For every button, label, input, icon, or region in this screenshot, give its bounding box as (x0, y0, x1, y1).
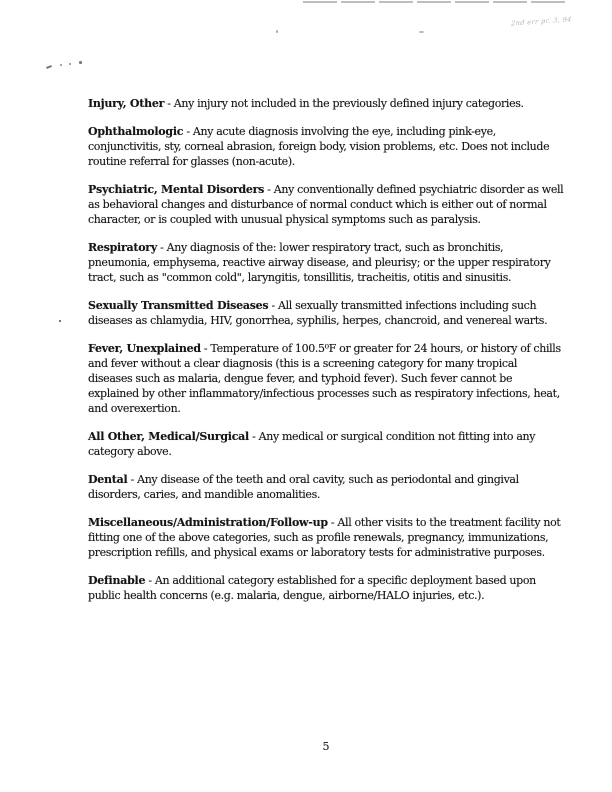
pencil-scribble (46, 65, 52, 69)
pencil-dot (60, 64, 62, 66)
term-label: Psychiatric, Mental Disorders (88, 183, 265, 196)
definition-paragraph-fever (88, 341, 564, 416)
page-number: 5 (322, 740, 330, 753)
scan-speck (419, 31, 424, 33)
definition-text: - An additional category established for a specific deployment based upon public health concerns (e.g. malaria, dengue, airborne/HALO injuries, etc.). (88, 574, 536, 602)
term-label: Miscellaneous/Administration/Follow-up (88, 516, 328, 529)
definition-paragraph-injury-other (88, 96, 564, 111)
term-label: Sexually Transmitted Diseases (88, 299, 269, 312)
definition-text: - Any diagnosis of the: lower respiratory tract, such as bronchitis, pneumonia, emphysema, reactive airway disease, and pleurisy; or the upper respiratory tract, such as "common cold", laryngitis, tonsillitis, tracheitis, otitis and sinusitis. (88, 241, 551, 284)
definition-paragraph-dental (88, 472, 564, 502)
definition-paragraph-std (88, 298, 564, 328)
definition-text: - Temperature of 100.5⁰F or greater for 24 hours, or history of chills and fever without a clear diagnosis (this is a screening category for many tropical diseases such as malaria, dengue fever, and typhoid fever). Such fever cannot be explained by other inflammatory/infectious processes such as respiratory infections, heat, and overexertion. (88, 342, 561, 415)
definition-text: - Any acute diagnosis involving the eye, including pink-eye, conjunctivitis, sty, corneal abrasion, foreign body, vision problems, etc. Does not include routine referral for glasses (non-acute). (88, 125, 550, 168)
term-label: Ophthalmologic (88, 125, 184, 138)
term-label: Dental (88, 473, 128, 486)
definitions-list (88, 96, 564, 616)
definition-paragraph-ophthalmologic (88, 124, 564, 169)
scan-speck (59, 320, 61, 322)
definition-paragraph-miscellaneous (88, 515, 564, 560)
term-label: Definable (88, 574, 146, 587)
handwritten-annotation: 2nd err pr. 3, 94 (510, 15, 572, 28)
term-label: Respiratory (88, 241, 157, 254)
definition-text: - All other visits to the treatment facility not fitting one of the above categories, such as profile renewals, pregnancy, immunizations, prescription refills, and physical exams or laboratory tests for administrative purposes. (88, 516, 561, 559)
definition-paragraph-psychiatric (88, 182, 564, 227)
scan-speck (276, 30, 279, 33)
definition-paragraph-all-other (88, 429, 564, 459)
term-label: Fever, Unexplained (88, 342, 201, 355)
definition-text: - Any conventionally defined psychiatric disorder as well as behavioral changes and disturbance of normal conduct which is either out of normal character, or is coupled with unusual physical symptoms such as paralysis. (88, 183, 564, 226)
definition-paragraph-respiratory (88, 240, 564, 285)
pencil-dot (79, 61, 82, 64)
definition-text: - Any injury not included in the previously defined injury categories. (167, 97, 524, 110)
definition-paragraph-definable (88, 573, 564, 603)
definition-text: - Any disease of the teeth and oral cavity, such as periodontal and gingival disorders, caries, and mandible anomalities. (88, 473, 519, 501)
pencil-dot (69, 63, 71, 65)
pencil-marks (46, 60, 88, 72)
term-label: Injury, Other (88, 97, 165, 110)
definition-text: - Any medical or surgical condition not fitting into any category above. (88, 430, 536, 458)
scan-artifact-dashed-line (303, 1, 566, 3)
term-label: All Other, Medical/Surgical (88, 430, 249, 443)
definition-text: - All sexually transmitted infections including such diseases as chlamydia, HIV, gonorrhea, syphilis, herpes, chancroid, and venereal warts. (88, 299, 548, 327)
